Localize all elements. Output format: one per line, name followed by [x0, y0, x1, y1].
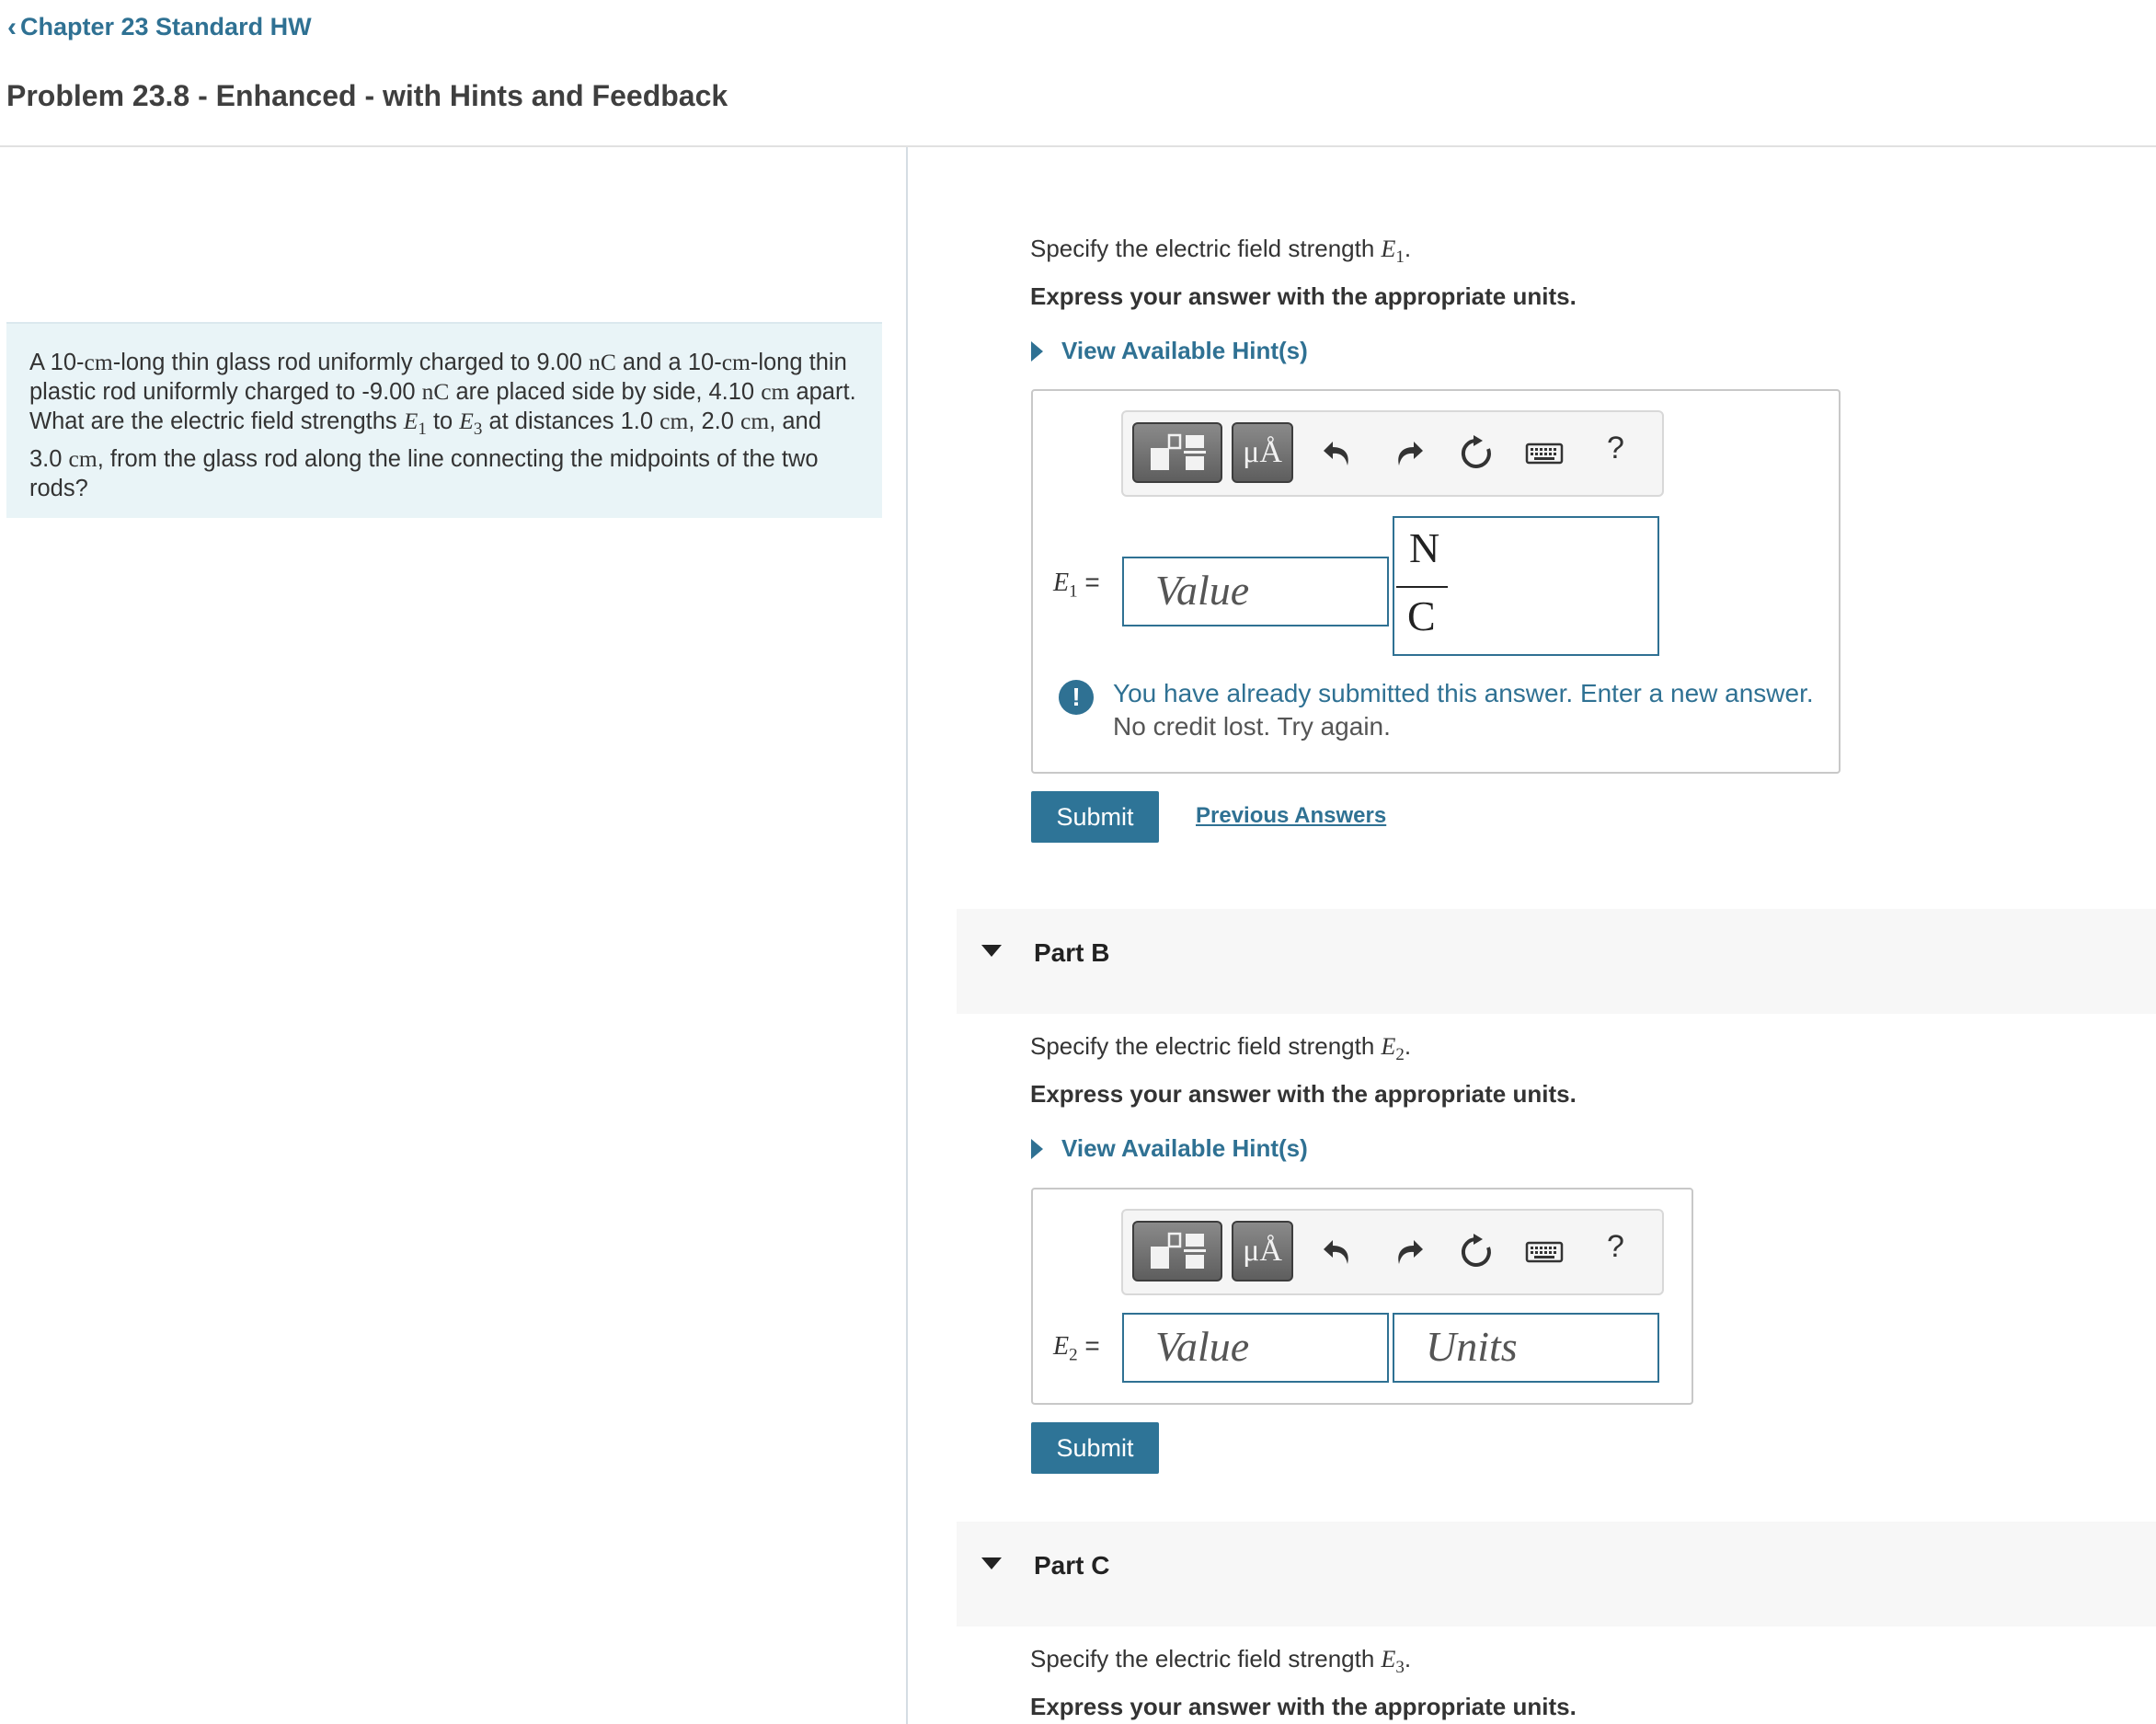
part-a-variable-label: $E_1$ =: [1053, 568, 1100, 602]
fraction-bar: [1396, 586, 1448, 588]
part-b-answer-panel: [1031, 1188, 1693, 1405]
part-b-prompt: Specify the electric field strength $E_2$.: [1030, 1032, 1412, 1065]
page-title: Problem 23.8 - Enhanced - with Hints and Feedback: [6, 79, 728, 112]
caret-right-icon: [1031, 1139, 1043, 1159]
part-b-submit-button[interactable]: Submit: [1031, 1422, 1159, 1474]
part-a-math-toolbar: [1121, 410, 1664, 497]
templates-icon: [1134, 424, 1221, 481]
templates-button[interactable]: [1132, 1221, 1222, 1282]
part-a-prompt: Specify the electric field strength $E_1$.: [1030, 235, 1412, 268]
unit-denominator: C: [1407, 592, 1436, 639]
help-button[interactable]: ?: [1607, 1229, 1624, 1264]
feedback-submessage: No credit lost. Try again.: [1113, 712, 1391, 741]
caret-down-icon: [981, 1557, 1002, 1569]
reset-icon[interactable]: [1458, 434, 1495, 471]
part-b-variable-label: $E_2$ =: [1053, 1331, 1100, 1365]
keyboard-icon[interactable]: [1524, 434, 1565, 471]
feedback-message: You have already submitted this answer. Enter a new answer.: [1113, 679, 1814, 707]
previous-answers-link[interactable]: Previous Answers: [1196, 803, 1387, 828]
back-to-chapter-link[interactable]: [7, 13, 312, 41]
part-b-units-input[interactable]: Units: [1393, 1313, 1659, 1383]
part-b-hints-toggle[interactable]: View Available Hint(s): [1031, 1134, 1308, 1163]
part-b-header[interactable]: Part B: [957, 909, 2156, 1014]
part-b-math-toolbar: [1121, 1209, 1664, 1295]
templates-icon: [1134, 1223, 1221, 1280]
problem-statement: A 10-cm-long thin glass rod uniformly charged to 9.00 nC and a 10-cm-long thin plastic rod uniformly charged to -9.00 nC are placed side by side, 4.10 cm apart. What are the electric field strengths $E_1$ to $E_3$ at distances 1.0 cm, 2.0 cm, and 3.0 cm, from the glass rod along the line connecting the midpoints of the two rods?: [6, 322, 882, 518]
undo-icon[interactable]: [1320, 434, 1357, 471]
redo-icon[interactable]: [1390, 434, 1427, 471]
units-symbols-button[interactable]: μÅ: [1232, 1221, 1293, 1282]
reset-icon[interactable]: [1458, 1233, 1495, 1270]
part-c-header[interactable]: Part C: [957, 1522, 2156, 1626]
back-link-label: Chapter 23 Standard HW: [20, 13, 312, 40]
header-divider: [0, 145, 2156, 147]
part-a-value-input[interactable]: Value: [1122, 557, 1389, 626]
redo-icon[interactable]: [1390, 1233, 1427, 1270]
unit-numerator: N: [1409, 524, 1440, 571]
templates-button[interactable]: [1132, 422, 1222, 483]
help-button[interactable]: ?: [1607, 431, 1624, 465]
warning-icon: !: [1059, 680, 1094, 715]
units-symbols-button[interactable]: μÅ: [1232, 422, 1293, 483]
undo-icon[interactable]: [1320, 1233, 1357, 1270]
part-a-instruction: Express your answer with the appropriate units.: [1030, 282, 1577, 310]
chevron-left-icon: ‹: [7, 11, 17, 42]
caret-right-icon: [1031, 341, 1043, 362]
keyboard-icon[interactable]: [1524, 1233, 1565, 1270]
caret-down-icon: [981, 945, 1002, 957]
part-a-units-input[interactable]: [1393, 516, 1659, 656]
part-c-instruction: Express your answer with the appropriate units.: [1030, 1693, 1577, 1720]
part-a-hints-toggle[interactable]: View Available Hint(s): [1031, 337, 1308, 365]
part-a-answer-panel: [1031, 389, 1841, 774]
part-b-instruction: Express your answer with the appropriate units.: [1030, 1080, 1577, 1108]
part-a-submit-button[interactable]: Submit: [1031, 791, 1159, 843]
part-c-prompt: Specify the electric field strength $E_3$.: [1030, 1645, 1412, 1678]
column-divider: [906, 147, 908, 1724]
part-b-value-input[interactable]: Value: [1122, 1313, 1389, 1383]
